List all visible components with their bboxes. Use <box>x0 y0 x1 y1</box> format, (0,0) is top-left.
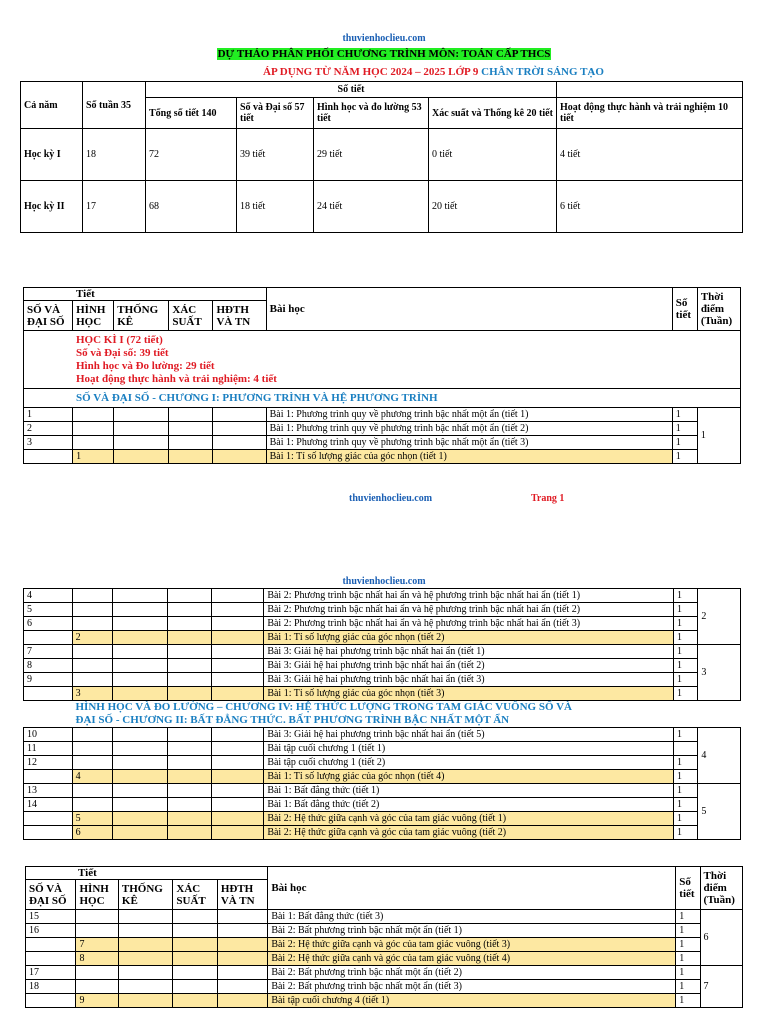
h-c3: THỐNG KÊ <box>114 301 169 331</box>
hk1-dai: Số và Đại số: 39 tiết <box>76 346 169 359</box>
cell-week: 7 <box>700 966 742 1008</box>
doc-title: DỰ THẢO PHÂN PHỐI CHƯƠNG TRÌNH MÔN: TOÁN CẤP THCS <box>217 48 551 60</box>
h-tiet: Tiết <box>26 867 268 880</box>
cell-so-tiet: 1 <box>674 659 698 673</box>
cell-dai-so: 18 <box>26 980 76 994</box>
cell-hdth <box>217 910 267 924</box>
cell-so-tiet: 1 <box>674 784 698 798</box>
cell-thong-ke <box>113 687 168 701</box>
cell-dai-so <box>26 938 76 952</box>
h-c2: HÌNH HỌC <box>73 301 114 331</box>
table-row <box>24 798 741 812</box>
cell-hinh-hoc <box>72 589 113 603</box>
hk1-hd: Hoạt động thực hành và trải nghiệm: 4 tiết <box>76 372 277 385</box>
h-time: Thời điểm (Tuần) <box>700 867 742 910</box>
cell-week: 5 <box>698 784 741 840</box>
h-c4: XÁC SUẤT <box>173 880 217 910</box>
cell-thong-ke <box>118 938 173 952</box>
table-row <box>24 812 741 826</box>
cell-hdth <box>211 728 264 742</box>
cell-hdth <box>211 673 264 687</box>
cell-hinh-hoc <box>72 742 113 756</box>
cell-dai-so: 10 <box>24 728 73 742</box>
cell-hinh-hoc: 4 <box>72 770 113 784</box>
cell-dai-so: 17 <box>26 966 76 980</box>
subtitle <box>263 66 604 78</box>
h-sotuan: Số tuần 35 <box>83 82 146 129</box>
cell-so-tiet: 1 <box>676 966 700 980</box>
cell-so-tiet: 1 <box>674 589 698 603</box>
cell-dai-so <box>24 631 73 645</box>
cell-bai-hoc: Bài 2: Hệ thức giữa cạnh và góc của tam giác vuông (tiết 1) <box>264 812 674 826</box>
cell-xac-suat <box>167 645 211 659</box>
cell-dai-so: 3 <box>24 436 73 450</box>
cell-hdth <box>213 408 266 422</box>
cell-so-tiet: 1 <box>674 756 698 770</box>
cell-hdth <box>217 924 267 938</box>
summary-table <box>20 81 743 233</box>
cell-hdth <box>217 994 267 1008</box>
cell-dai-so: 8 <box>24 659 73 673</box>
cell-hdth <box>211 798 264 812</box>
table-row <box>26 924 743 938</box>
cell-xac-suat <box>167 687 211 701</box>
cell-thong-ke <box>114 422 169 436</box>
cell-hdth <box>217 966 267 980</box>
h-c5: HĐTH VÀ TN <box>217 880 267 910</box>
row-name: Học kỳ II <box>21 181 83 233</box>
cell-hdth <box>211 645 264 659</box>
cell-thong-ke <box>118 994 173 1008</box>
cell-hdth <box>213 450 266 464</box>
cell-dai-so: 4 <box>24 589 73 603</box>
cell-so-tiet: 1 <box>674 728 698 742</box>
chapter-2-line2: ĐẠI SỐ - CHƯƠNG II: BẤT ĐẲNG THỨC. BẤT PHƯƠNG TRÌNH BẬC NHẤT MỘT ẨN <box>75 714 510 726</box>
cell-xac-suat <box>167 798 211 812</box>
table-row <box>26 910 743 924</box>
cell-hdth <box>211 812 264 826</box>
cell-thong-ke <box>113 631 168 645</box>
cell-so-tiet: 1 <box>676 994 700 1008</box>
cell-hdth <box>217 980 267 994</box>
cell-so-tiet: 1 <box>674 603 698 617</box>
cell-hdth <box>211 826 264 840</box>
schedule-table-p2 <box>23 588 741 840</box>
subtitle-series: CHÂN TRỜI SÁNG TẠO <box>481 66 604 78</box>
cell-xac-suat <box>167 728 211 742</box>
schedule-table-p1 <box>23 287 741 464</box>
cell-dai-so: 7 <box>24 645 73 659</box>
cell-thong-ke <box>113 812 168 826</box>
cell-hinh-hoc <box>72 728 113 742</box>
cell-xac-suat <box>167 784 211 798</box>
row-hd: 4 tiết <box>557 129 743 181</box>
cell-xac-suat <box>167 826 211 840</box>
cell-hdth <box>217 938 267 952</box>
cell-bai-hoc: Bài 1: Tỉ số lượng giác của góc nhọn (tiết 4) <box>264 770 674 784</box>
cell-thong-ke <box>113 784 168 798</box>
cell-hinh-hoc: 8 <box>76 952 118 966</box>
cell-xac-suat <box>169 436 213 450</box>
cell-thong-ke <box>113 603 168 617</box>
cell-xac-suat <box>173 938 217 952</box>
cell-hinh-hoc: 2 <box>72 631 113 645</box>
row-weeks: 17 <box>83 181 146 233</box>
cell-hinh-hoc <box>76 980 118 994</box>
h-hinh: Hình học và đo lường 53 tiết <box>314 98 429 129</box>
table-row <box>24 728 741 742</box>
cell-hinh-hoc: 3 <box>72 687 113 701</box>
table-row <box>24 450 741 464</box>
row-weeks: 18 <box>83 129 146 181</box>
h-c1: SỐ VÀ ĐẠI SỐ <box>24 301 73 331</box>
table-row <box>24 589 741 603</box>
cell-so-tiet: 1 <box>674 673 698 687</box>
cell-xac-suat <box>167 742 211 756</box>
cell-so-tiet: 1 <box>674 798 698 812</box>
cell-bai-hoc: Bài 2: Phương trình bậc nhất hai ẩn và hệ phương trình bậc nhất hai ẩn (tiết 2) <box>264 603 674 617</box>
cell-dai-so: 5 <box>24 603 73 617</box>
cell-dai-so <box>24 826 73 840</box>
site-header-p2: thuvienhoclieu.com <box>342 576 426 587</box>
h-so: Số tiết <box>676 867 700 910</box>
chapter-1: SỐ VÀ ĐẠI SỐ - CHƯƠNG I: PHƯƠNG TRÌNH VÀ HỆ PHƯƠNG TRÌNH <box>24 389 741 408</box>
table-row <box>26 994 743 1008</box>
cell-bai-hoc: Bài 1: Phương trình quy về phương trình bậc nhất một ẩn (tiết 3) <box>266 436 672 450</box>
row-name: Học kỳ I <box>21 129 83 181</box>
cell-week: 6 <box>700 910 742 966</box>
cell-thong-ke <box>114 436 169 450</box>
cell-so-tiet: 1 <box>676 980 700 994</box>
cell-thong-ke <box>113 770 168 784</box>
cell-dai-so: 6 <box>24 617 73 631</box>
cell-hinh-hoc <box>72 659 113 673</box>
cell-xac-suat <box>167 673 211 687</box>
cell-bai-hoc: Bài 1: Phương trình quy về phương trình bậc nhất một ẩn (tiết 2) <box>266 422 672 436</box>
cell-xac-suat <box>173 910 217 924</box>
cell-xac-suat <box>173 952 217 966</box>
cell-hinh-hoc <box>76 910 118 924</box>
cell-thong-ke <box>118 952 173 966</box>
cell-hinh-hoc <box>76 966 118 980</box>
cell-hdth <box>211 742 264 756</box>
h-c3: THỐNG KÊ <box>118 880 173 910</box>
cell-thong-ke <box>114 450 169 464</box>
table-row <box>24 826 741 840</box>
h-c5: HĐTH VÀ TN <box>213 301 266 331</box>
cell-bai-hoc: Bài 2: Phương trình bậc nhất hai ẩn và hệ phương trình bậc nhất hai ẩn (tiết 3) <box>264 617 674 631</box>
cell-dai-so: 11 <box>24 742 73 756</box>
cell-so-tiet: 1 <box>674 770 698 784</box>
cell-hdth <box>217 952 267 966</box>
cell-hinh-hoc <box>72 603 113 617</box>
cell-dai-so: 13 <box>24 784 73 798</box>
row-xs: 20 tiết <box>429 181 557 233</box>
table-row <box>24 631 741 645</box>
cell-bai-hoc: Bài 2: Bất phương trình bậc nhất một ẩn (tiết 2) <box>268 966 676 980</box>
cell-bai-hoc: Bài 1: Tỉ số lượng giác của góc nhọn (tiết 1) <box>266 450 672 464</box>
h-time: Thời điểm (Tuần) <box>697 288 740 331</box>
cell-thong-ke <box>113 645 168 659</box>
cell-hinh-hoc <box>72 798 113 812</box>
cell-hinh-hoc: 9 <box>76 994 118 1008</box>
cell-dai-so: 12 <box>24 756 73 770</box>
cell-week: 3 <box>698 645 741 701</box>
cell-thong-ke <box>113 589 168 603</box>
cell-bai-hoc: Bài 2: Phương trình bậc nhất hai ẩn và hệ phương trình bậc nhất hai ẩn (tiết 1) <box>264 589 674 603</box>
cell-bai-hoc: Bài 1: Bất đẳng thức (tiết 1) <box>264 784 674 798</box>
cell-hinh-hoc <box>72 756 113 770</box>
cell-so-tiet: 1 <box>674 617 698 631</box>
cell-hinh-hoc: 5 <box>72 812 113 826</box>
cell-so-tiet: 1 <box>676 924 700 938</box>
cell-thong-ke <box>113 826 168 840</box>
table-row <box>24 422 741 436</box>
h-hd: Hoạt động thực hành và trải nghiệm 10 tiết <box>557 98 743 129</box>
cell-dai-so <box>26 952 76 966</box>
h-so: Số tiết <box>672 288 697 331</box>
subtitle-year: ÁP DỤNG TỪ NĂM HỌC 2024 – 2025 LỚP 9 <box>263 66 479 78</box>
cell-hinh-hoc <box>72 673 113 687</box>
cell-dai-so <box>24 770 73 784</box>
cell-dai-so <box>24 812 73 826</box>
h-sotiet: Số tiết <box>146 82 557 98</box>
h-tiet: Tiết <box>24 288 267 301</box>
cell-hdth <box>211 617 264 631</box>
cell-dai-so: 14 <box>24 798 73 812</box>
cell-bai-hoc: Bài 2: Hệ thức giữa cạnh và góc của tam giác vuông (tiết 2) <box>264 826 674 840</box>
h-c4: XÁC SUẤT <box>169 301 213 331</box>
cell-so-tiet: 1 <box>674 631 698 645</box>
chapter-2-line1: HÌNH HỌC VÀ ĐO LƯỜNG – CHƯƠNG IV: HỆ THỨC LƯỢNG TRONG TAM GIÁC VUÔNG SỐ VÀ <box>75 701 572 713</box>
h-c1: SỐ VÀ ĐẠI SỐ <box>26 880 76 910</box>
cell-hdth <box>211 603 264 617</box>
cell-so-tiet: 1 <box>676 910 700 924</box>
table-row <box>24 603 741 617</box>
cell-so-tiet: 1 <box>674 645 698 659</box>
cell-hinh-hoc <box>72 617 113 631</box>
hk1-title: HỌC KÌ I (72 tiết) <box>76 333 163 346</box>
cell-so-tiet <box>674 742 698 756</box>
cell-xac-suat <box>173 966 217 980</box>
cell-so-tiet: 1 <box>676 938 700 952</box>
cell-hinh-hoc <box>72 784 113 798</box>
table-row <box>24 436 741 450</box>
table-row <box>24 770 741 784</box>
chapter-2 <box>24 701 741 728</box>
cell-xac-suat <box>167 659 211 673</box>
cell-hinh-hoc: 1 <box>73 450 114 464</box>
table-row <box>24 659 741 673</box>
cell-thong-ke <box>118 910 173 924</box>
cell-hinh-hoc <box>72 645 113 659</box>
cell-xac-suat <box>167 617 211 631</box>
cell-xac-suat <box>173 994 217 1008</box>
footer-page: Trang 1 <box>531 493 565 504</box>
table-row <box>24 408 741 422</box>
table-row <box>24 756 741 770</box>
h-xs: Xác suất và Thống kê 20 tiết <box>429 98 557 129</box>
cell-xac-suat <box>169 450 213 464</box>
row-dai: 39 tiết <box>237 129 314 181</box>
cell-xac-suat <box>173 924 217 938</box>
cell-so-tiet: 1 <box>674 812 698 826</box>
h-bai: Bài học <box>266 288 672 331</box>
cell-dai-so: 9 <box>24 673 73 687</box>
cell-bai-hoc: Bài 1: Tỉ số lượng giác của góc nhọn (tiết 3) <box>264 687 674 701</box>
table-row <box>24 673 741 687</box>
table-row <box>26 952 743 966</box>
site-header: thuvienhoclieu.com <box>342 33 426 44</box>
cell-week: 4 <box>698 728 741 784</box>
table-row <box>24 742 741 756</box>
cell-xac-suat <box>167 812 211 826</box>
cell-bai-hoc: Bài 2: Hệ thức giữa cạnh và góc của tam giác vuông (tiết 3) <box>268 938 676 952</box>
cell-so-tiet: 1 <box>674 687 698 701</box>
h-c2: HÌNH HỌC <box>76 880 118 910</box>
cell-bai-hoc: Bài tập cuối chương 4 (tiết 1) <box>268 994 676 1008</box>
cell-bai-hoc: Bài 1: Tỉ số lượng giác của góc nhọn (tiết 2) <box>264 631 674 645</box>
cell-bai-hoc: Bài 1: Bất đẳng thức (tiết 3) <box>268 910 676 924</box>
cell-hinh-hoc <box>73 422 114 436</box>
hk1-hinh: Hình học và Đo lường: 29 tiết <box>76 359 215 372</box>
row-total: 68 <box>146 181 237 233</box>
cell-hdth <box>211 659 264 673</box>
cell-bai-hoc: Bài 3: Giải hệ hai phương trình bậc nhất hai ẩn (tiết 1) <box>264 645 674 659</box>
table-row <box>26 938 743 952</box>
cell-so-tiet: 1 <box>672 408 697 422</box>
cell-hinh-hoc <box>73 408 114 422</box>
cell-so-tiet: 1 <box>676 952 700 966</box>
cell-thong-ke <box>113 659 168 673</box>
table-row <box>24 687 741 701</box>
cell-bai-hoc: Bài 1: Phương trình quy về phương trình bậc nhất một ẩn (tiết 1) <box>266 408 672 422</box>
h-tong: Tổng số tiết 140 <box>146 98 237 129</box>
summary-row <box>21 129 743 181</box>
table-row <box>26 966 743 980</box>
cell-bai-hoc: Bài 3: Giải hệ hai phương trình bậc nhất hai ẩn (tiết 2) <box>264 659 674 673</box>
cell-thong-ke <box>113 728 168 742</box>
cell-hinh-hoc <box>73 436 114 450</box>
cell-bai-hoc: Bài 3: Giải hệ hai phương trình bậc nhất hai ẩn (tiết 5) <box>264 728 674 742</box>
cell-dai-so: 2 <box>24 422 73 436</box>
cell-thong-ke <box>118 980 173 994</box>
doc-title-wrap <box>0 44 768 62</box>
row-hinh: 29 tiết <box>314 129 429 181</box>
cell-dai-so: 16 <box>26 924 76 938</box>
cell-hdth <box>211 770 264 784</box>
cell-xac-suat <box>173 980 217 994</box>
cell-bai-hoc: Bài tập cuối chương 1 (tiết 2) <box>264 756 674 770</box>
cell-xac-suat <box>167 603 211 617</box>
h-bai: Bài học <box>268 867 676 910</box>
cell-hdth <box>211 784 264 798</box>
row-dai: 18 tiết <box>237 181 314 233</box>
cell-thong-ke <box>113 742 168 756</box>
cell-thong-ke <box>118 966 173 980</box>
table-row <box>24 645 741 659</box>
cell-bai-hoc: Bài tập cuối chương 1 (tiết 1) <box>264 742 674 756</box>
cell-so-tiet: 1 <box>672 436 697 450</box>
cell-so-tiet: 1 <box>674 826 698 840</box>
cell-week: 1 <box>697 408 740 464</box>
cell-dai-so <box>26 994 76 1008</box>
row-xs: 0 tiết <box>429 129 557 181</box>
h-canam: Cả năm <box>21 82 83 129</box>
cell-bai-hoc: Bài 1: Bất đẳng thức (tiết 2) <box>264 798 674 812</box>
cell-bai-hoc: Bài 3: Giải hệ hai phương trình bậc nhất hai ẩn (tiết 3) <box>264 673 674 687</box>
cell-xac-suat <box>169 408 213 422</box>
row-hd: 6 tiết <box>557 181 743 233</box>
table-row <box>26 980 743 994</box>
cell-hdth <box>213 436 266 450</box>
cell-dai-so <box>24 687 73 701</box>
cell-hinh-hoc <box>76 924 118 938</box>
table-row <box>24 617 741 631</box>
schedule-table-p3 <box>25 866 743 1008</box>
cell-xac-suat <box>167 756 211 770</box>
cell-thong-ke <box>113 617 168 631</box>
hk1-block <box>24 331 741 389</box>
cell-bai-hoc: Bài 2: Bất phương trình bậc nhất một ẩn (tiết 3) <box>268 980 676 994</box>
summary-row <box>21 181 743 233</box>
cell-xac-suat <box>167 631 211 645</box>
cell-bai-hoc: Bài 2: Hệ thức giữa cạnh và góc của tam giác vuông (tiết 4) <box>268 952 676 966</box>
cell-xac-suat <box>169 422 213 436</box>
cell-hinh-hoc: 6 <box>72 826 113 840</box>
table-row <box>24 784 741 798</box>
cell-dai-so: 1 <box>24 408 73 422</box>
cell-hinh-hoc: 7 <box>76 938 118 952</box>
h-dai: Số và Đại số 57 tiết <box>237 98 314 129</box>
cell-thong-ke <box>113 673 168 687</box>
cell-dai-so: 15 <box>26 910 76 924</box>
row-total: 72 <box>146 129 237 181</box>
cell-xac-suat <box>167 589 211 603</box>
cell-thong-ke <box>118 924 173 938</box>
row-hinh: 24 tiết <box>314 181 429 233</box>
cell-thong-ke <box>113 798 168 812</box>
cell-thong-ke <box>114 408 169 422</box>
cell-so-tiet: 1 <box>672 422 697 436</box>
cell-hdth <box>213 422 266 436</box>
cell-so-tiet: 1 <box>672 450 697 464</box>
cell-bai-hoc: Bài 2: Bất phương trình bậc nhất một ẩn (tiết 1) <box>268 924 676 938</box>
cell-dai-so <box>24 450 73 464</box>
cell-hdth <box>211 756 264 770</box>
footer-site: thuvienhoclieu.com <box>349 493 433 504</box>
p1-rows <box>24 408 741 464</box>
cell-week: 2 <box>698 589 741 645</box>
cell-hdth <box>211 589 264 603</box>
cell-thong-ke <box>113 756 168 770</box>
cell-xac-suat <box>167 770 211 784</box>
cell-hdth <box>211 631 264 645</box>
cell-hdth <box>211 687 264 701</box>
